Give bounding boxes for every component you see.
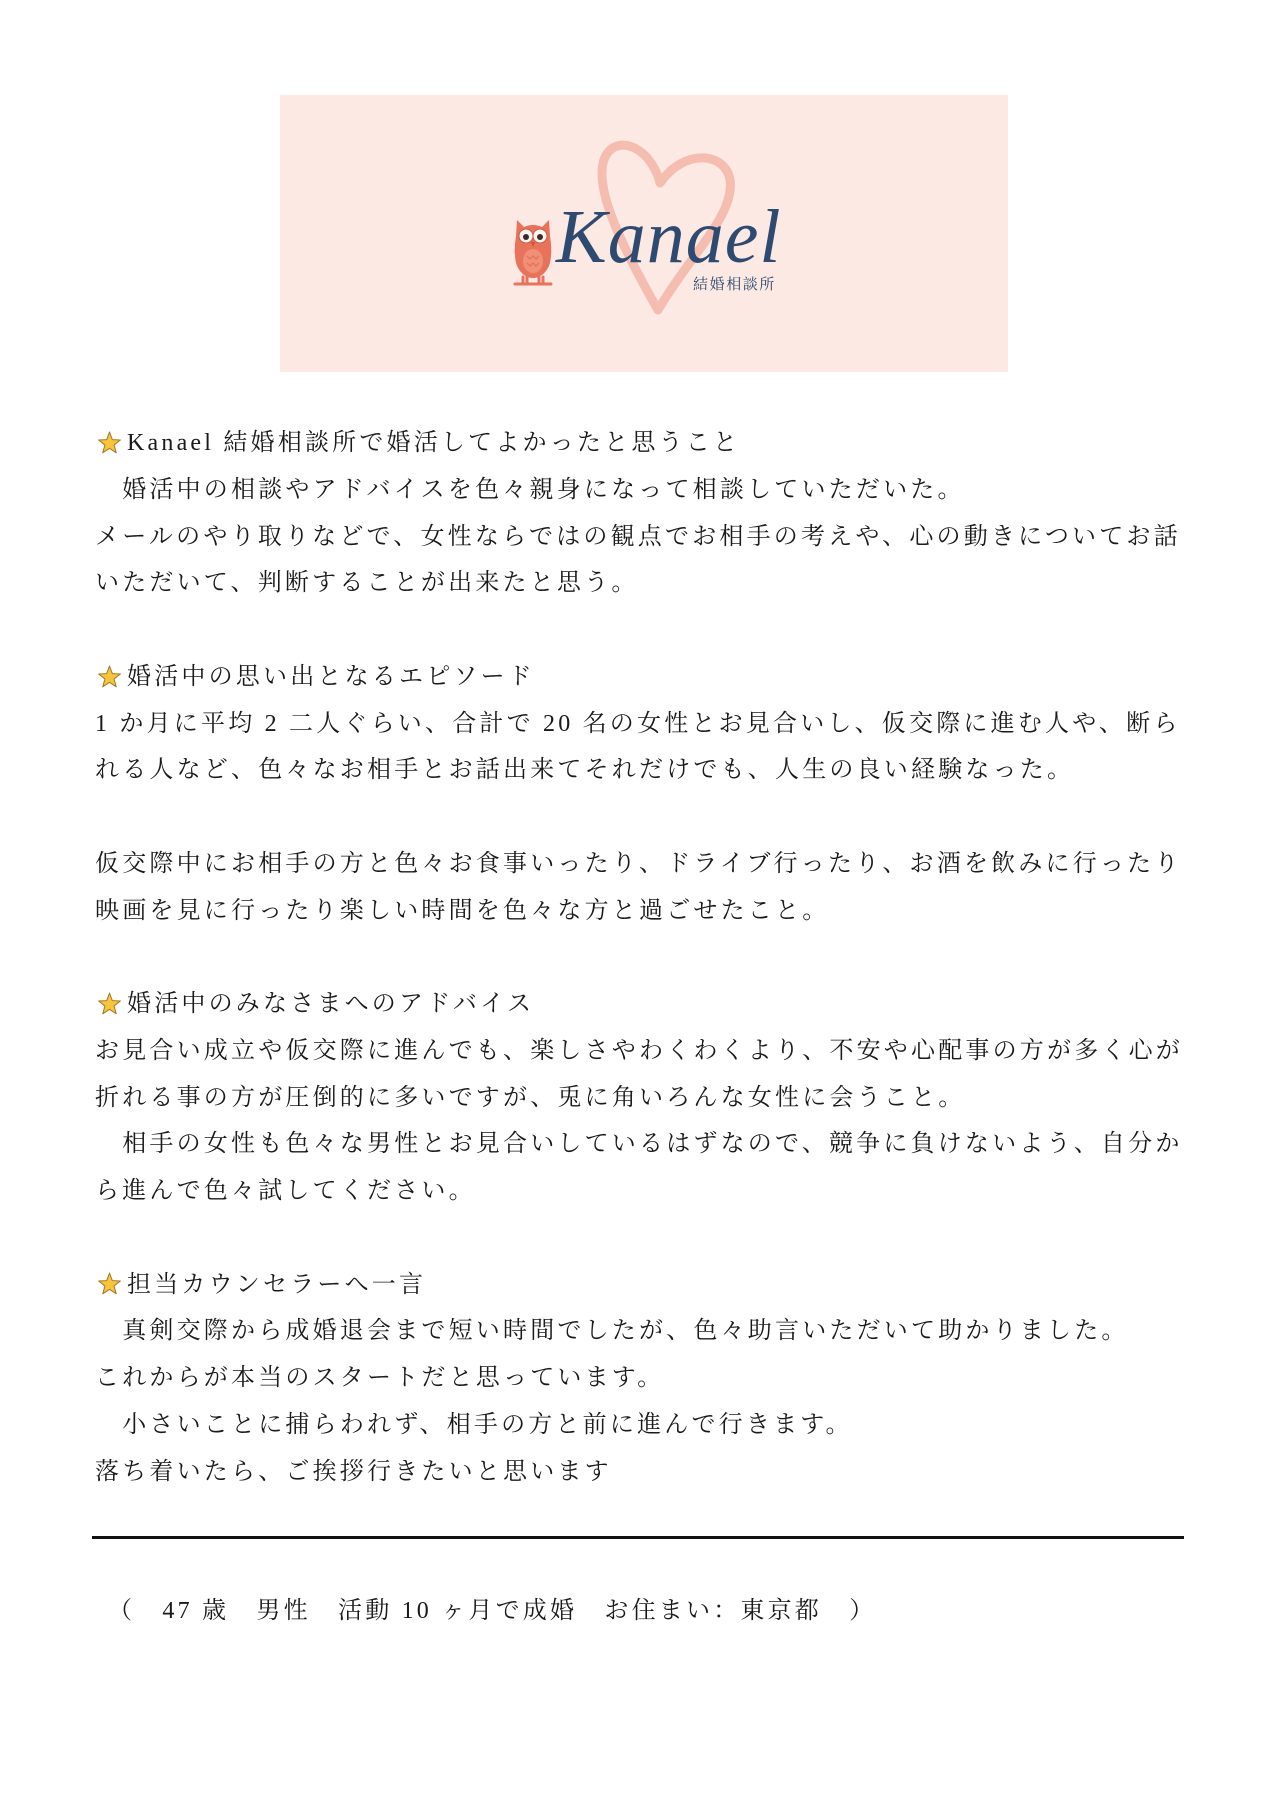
section-heading [95,420,1255,467]
brand-name: Kanael [556,195,782,279]
body-line: 相手の女性も色々な男性とお見合いしているはずなので、競争に負けないよう、自分か [95,1131,1183,1158]
paragraph-gap [95,1215,1255,1262]
star-icon [97,431,122,456]
body-line: れる人など、色々なお相手とお話出来てそれだけでも、人生の良い経験なった。 [95,757,1075,784]
body-line: 仮交際中にお相手の方と色々お食事いったり、ドライブ行ったり、お酒を飲みに行ったり [95,850,1182,877]
body-line: 1 か月に平均 2 二人ぐらい、合計で 20 名の女性とお見合いし、仮交際に進む人や、断ら [95,710,1181,737]
owl-icon [515,220,552,284]
body-line: 小さいことに捕らわれず、相手の方と前に進んで行きます。 [95,1411,853,1438]
logo-banner [280,95,1008,372]
section-heading-text: 担当カウンセラーへ一言 [127,1271,427,1298]
divider-rule [92,1536,1184,1539]
section-heading [95,1262,1255,1309]
section-heading [95,981,1255,1028]
body-line: メールのやり取りなどで、女性ならではの観点でお相手の考えや、心の動きについてお話 [95,523,1181,550]
paragraph-gap [95,607,1255,654]
body-line: 落ち着いたら、ご挨拶行きたいと思います [95,1458,612,1485]
body-line: いただいて、判断することが出来たと思う。 [95,570,639,597]
star-icon [97,1272,122,1297]
paragraph-gap [95,934,1255,981]
body-line: 映画を見に行ったり楽しい時間を色々な方と過ごせたこと。 [95,897,830,924]
body-line: 真剣交際から成婚退会まで短い時間でしたが、色々助言いただいて助かりました。 [95,1318,1129,1345]
star-icon [97,992,122,1017]
body-line: これからが本当のスタートだと思っています。 [95,1365,665,1391]
testimonial-body [95,420,1255,1495]
section-heading [95,654,1255,701]
author-profile: （ 47 歳 男性 活動 10 ヶ月で成婚 お住まい：東京都 ） [108,1598,877,1624]
body-line: 婚活中の相談やアドバイスを色々親身になって相談していただいた。 [95,476,965,503]
section-heading-text: Kanael 結婚相談所で婚活してよかったと思うこと [127,430,741,456]
section-heading-text: 婚活中のみなさまへのアドバイス [127,991,535,1017]
body-line: ら進んで色々試してください。 [95,1178,476,1204]
star-icon [97,665,122,690]
paragraph-gap [95,794,1255,841]
body-line: お見合い成立や仮交際に進んでも、楽しさやわくわくより、不安や心配事の方が多く心が [95,1037,1183,1064]
body-line: 折れる事の方が圧倒的に多いですが、兎に角いろんな女性に会うこと。 [95,1084,966,1111]
brand-subtitle: 結婚相談所 [693,275,777,293]
section-heading-text: 婚活中の思い出となるエピソード [127,663,535,690]
